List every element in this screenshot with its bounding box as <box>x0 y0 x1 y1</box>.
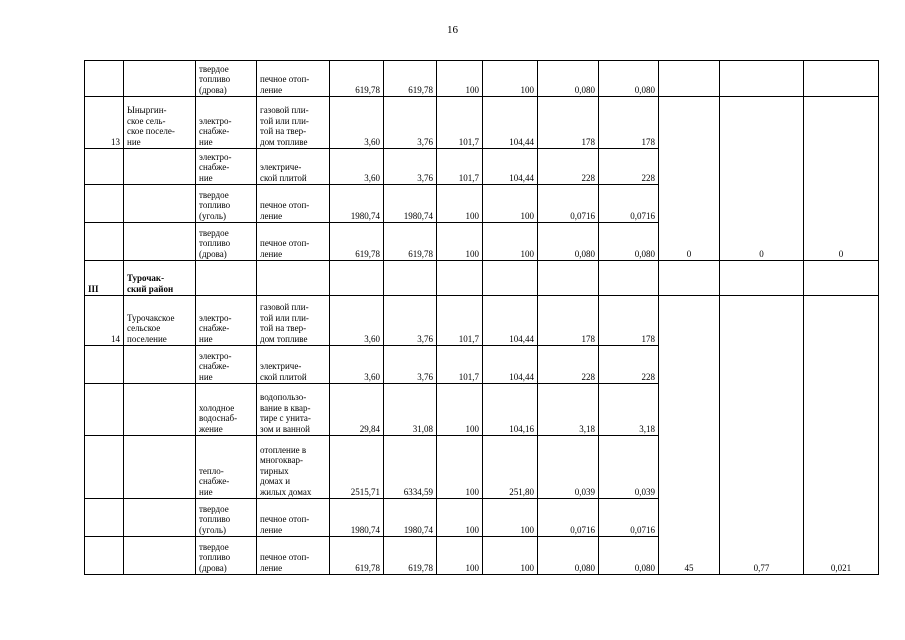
value-1: 3,60 <box>330 296 384 346</box>
value-3: 100 <box>437 185 483 223</box>
value-6: 3,18 <box>599 384 659 436</box>
settlement-name <box>124 499 196 537</box>
value-3: 101,7 <box>437 296 483 346</box>
value-4: 104,44 <box>483 296 538 346</box>
value-5: 0,080 <box>538 223 599 261</box>
table-row <box>85 97 879 149</box>
service-type: твердое топливо (уголь) <box>196 185 257 223</box>
side-value-1: 45 <box>659 296 720 575</box>
value-4: 100 <box>483 537 538 575</box>
settlement-name: Турочакское сельское поселение <box>124 296 196 346</box>
value-4: 100 <box>483 185 538 223</box>
value-6: 0,080 <box>599 61 659 97</box>
value-4: 100 <box>483 499 538 537</box>
value-2: 3,76 <box>384 296 437 346</box>
value-6: 228 <box>599 149 659 185</box>
value-2: 619,78 <box>384 223 437 261</box>
value-5: 0,039 <box>538 436 599 499</box>
value-4: 251,80 <box>483 436 538 499</box>
section-title: Турочак- ский район <box>124 261 196 296</box>
settlement-name <box>124 346 196 384</box>
side-value-1: 0 <box>659 97 720 261</box>
value-3: 100 <box>437 537 483 575</box>
row-index <box>85 384 124 436</box>
value-3: 101,7 <box>437 149 483 185</box>
side-value-3: 0 <box>804 97 879 261</box>
empty-cell <box>483 261 538 296</box>
value-1: 1980,74 <box>330 499 384 537</box>
empty-cell <box>257 261 330 296</box>
service-method: электриче- ской плитой <box>257 149 330 185</box>
value-6: 228 <box>599 346 659 384</box>
service-method: печное отоп- ление <box>257 185 330 223</box>
value-1: 619,78 <box>330 223 384 261</box>
value-5: 178 <box>538 97 599 149</box>
value-2: 619,78 <box>384 537 437 575</box>
empty-cell <box>384 261 437 296</box>
value-1: 3,60 <box>330 97 384 149</box>
service-method: электриче- ской плитой <box>257 346 330 384</box>
value-1: 3,60 <box>330 346 384 384</box>
row-index <box>85 61 124 97</box>
value-5: 0,080 <box>538 537 599 575</box>
value-3: 101,7 <box>437 346 483 384</box>
settlement-name <box>124 61 196 97</box>
side-value-3: 0,021 <box>804 296 879 575</box>
empty-cell <box>196 261 257 296</box>
row-index: 13 <box>85 97 124 149</box>
service-method: печное отоп- ление <box>257 223 330 261</box>
table-row <box>85 61 879 97</box>
side-value-3 <box>804 261 879 296</box>
side-value-3 <box>804 61 879 97</box>
value-2: 619,78 <box>384 61 437 97</box>
service-method: водопользо- вание в квар- тире с унита- зом и ванной <box>257 384 330 436</box>
value-2: 3,76 <box>384 97 437 149</box>
service-type: электро- снабже- ние <box>196 346 257 384</box>
value-6: 0,039 <box>599 436 659 499</box>
row-index: 14 <box>85 296 124 346</box>
value-2: 3,76 <box>384 149 437 185</box>
value-6: 0,0716 <box>599 185 659 223</box>
service-type: твердое топливо (уголь) <box>196 499 257 537</box>
value-5: 0,0716 <box>538 499 599 537</box>
empty-cell <box>538 261 599 296</box>
row-index <box>85 537 124 575</box>
value-1: 2515,71 <box>330 436 384 499</box>
value-6: 0,080 <box>599 223 659 261</box>
service-method: отопление в многоквар- тирных домах и жилых домах <box>257 436 330 499</box>
settlement-name <box>124 384 196 436</box>
value-2: 6334,59 <box>384 436 437 499</box>
service-method: газовой пли- той или пли- той на твер- дом топливе <box>257 97 330 149</box>
value-4: 104,16 <box>483 384 538 436</box>
value-1: 619,78 <box>330 537 384 575</box>
value-5: 228 <box>538 149 599 185</box>
side-value-1 <box>659 261 720 296</box>
value-3: 100 <box>437 436 483 499</box>
side-value-2: 0,77 <box>720 296 804 575</box>
value-6: 178 <box>599 97 659 149</box>
value-3: 100 <box>437 499 483 537</box>
settlement-name <box>124 149 196 185</box>
value-4: 104,44 <box>483 346 538 384</box>
value-5: 3,18 <box>538 384 599 436</box>
service-type: твердое топливо (дрова) <box>196 223 257 261</box>
value-3: 100 <box>437 384 483 436</box>
row-index <box>85 223 124 261</box>
value-3: 101,7 <box>437 97 483 149</box>
value-2: 31,08 <box>384 384 437 436</box>
value-1: 3,60 <box>330 149 384 185</box>
value-5: 178 <box>538 296 599 346</box>
service-type: холодное водоснаб- жение <box>196 384 257 436</box>
service-type: электро- снабже- ние <box>196 296 257 346</box>
value-1: 619,78 <box>330 61 384 97</box>
settlement-name <box>124 436 196 499</box>
value-1: 29,84 <box>330 384 384 436</box>
value-4: 100 <box>483 223 538 261</box>
settlement-name: Ыныргин- ское сель- ское поселе- ние <box>124 97 196 149</box>
row-index <box>85 346 124 384</box>
service-method: газовой пли- той или пли- той на твер- дом топливе <box>257 296 330 346</box>
row-index <box>85 185 124 223</box>
table-row <box>85 296 879 346</box>
service-type: твердое топливо (дрова) <box>196 537 257 575</box>
row-index <box>85 436 124 499</box>
tariff-table <box>84 60 879 575</box>
value-1: 1980,74 <box>330 185 384 223</box>
value-2: 1980,74 <box>384 499 437 537</box>
service-method: печное отоп- ление <box>257 61 330 97</box>
empty-cell <box>599 261 659 296</box>
value-3: 100 <box>437 223 483 261</box>
page-number: 16 <box>447 24 458 36</box>
value-5: 0,080 <box>538 61 599 97</box>
value-4: 104,44 <box>483 149 538 185</box>
side-value-2: 0 <box>720 97 804 261</box>
value-2: 3,76 <box>384 346 437 384</box>
side-value-2 <box>720 261 804 296</box>
value-4: 104,44 <box>483 97 538 149</box>
settlement-name <box>124 185 196 223</box>
settlement-name <box>124 537 196 575</box>
service-type: тепло- снабже- ние <box>196 436 257 499</box>
side-value-2 <box>720 61 804 97</box>
value-6: 0,080 <box>599 537 659 575</box>
value-4: 100 <box>483 61 538 97</box>
value-5: 0,0716 <box>538 185 599 223</box>
service-type: электро- снабже- ние <box>196 149 257 185</box>
empty-cell <box>330 261 384 296</box>
service-method: печное отоп- ление <box>257 499 330 537</box>
value-2: 1980,74 <box>384 185 437 223</box>
service-method: печное отоп- ление <box>257 537 330 575</box>
value-5: 228 <box>538 346 599 384</box>
value-6: 0,0716 <box>599 499 659 537</box>
value-6: 178 <box>599 296 659 346</box>
service-type: электро- снабже- ние <box>196 97 257 149</box>
section-row <box>85 261 879 296</box>
value-3: 100 <box>437 61 483 97</box>
row-index <box>85 499 124 537</box>
settlement-name <box>124 223 196 261</box>
service-type: твердое топливо (дрова) <box>196 61 257 97</box>
side-value-1 <box>659 61 720 97</box>
row-index <box>85 149 124 185</box>
empty-cell <box>437 261 483 296</box>
section-index: III <box>85 261 124 296</box>
